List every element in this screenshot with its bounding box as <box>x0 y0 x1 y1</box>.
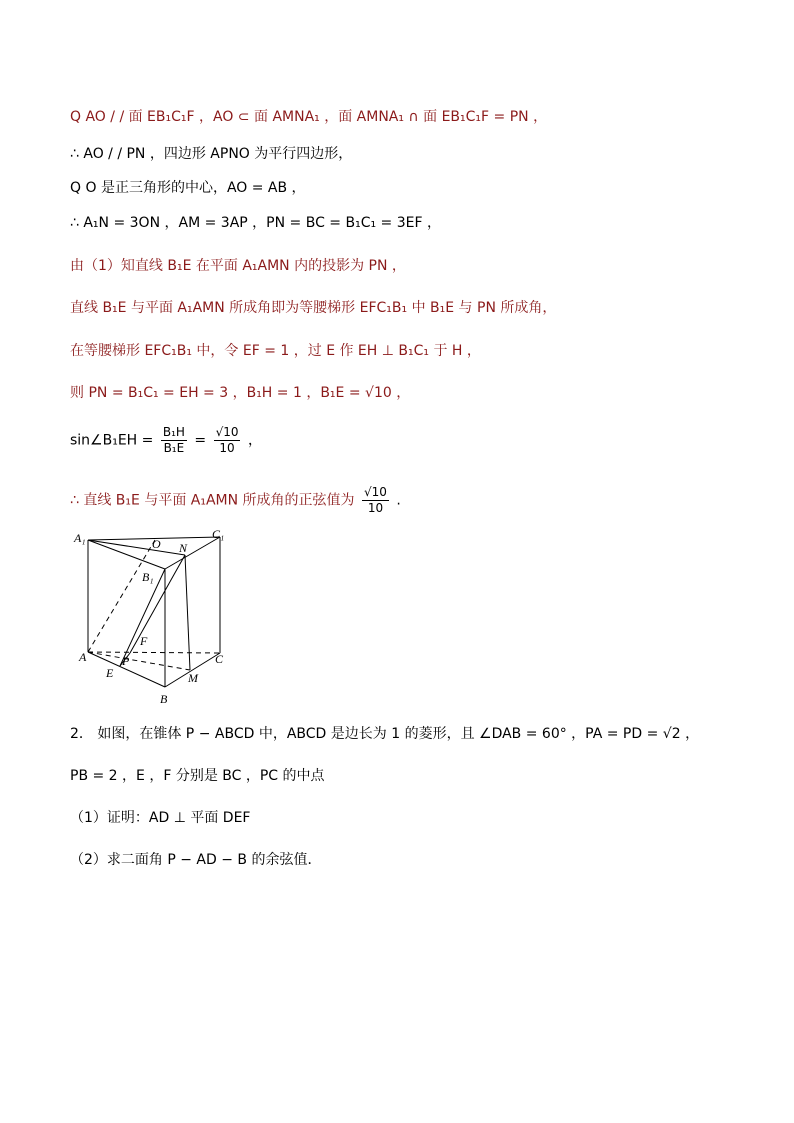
label-M: M <box>188 671 198 685</box>
solution-line-10 <box>70 485 401 516</box>
solution-line-1: Q AO / / 面 EB₁C₁F ，AO ⊂ 面 AMNA₁ ，面 AMNA₁ ∩ 面 EB₁C₁F = PN ， <box>70 109 548 125</box>
fraction-denominator: 10 <box>219 441 235 455</box>
comma: ， <box>247 432 262 449</box>
fraction-numerator: B₁H <box>162 425 185 439</box>
label-B: B <box>160 692 168 706</box>
solution-line-6: 直线 B₁E 与平面 A₁AMN 所成角即为等腰梯形 EFC₁B₁ 中 B₁E 与 PN 所成角， <box>70 300 557 316</box>
segment-a1-n <box>88 540 185 555</box>
solution-line-2: ∴ AO / / PN ，四边形 APNO 为平行四边形， <box>70 146 353 162</box>
solution-line-7: 在等腰梯形 EFC₁B₁ 中，令 EF = 1 ，过 E 作 EH ⊥ B₁C₁ 于 H ， <box>70 343 481 359</box>
label-N: N <box>179 541 188 555</box>
edge-a-c-hidden <box>88 652 220 653</box>
fraction-denominator: B₁E <box>163 441 185 455</box>
solution-line-3: Q O 是正三角形的中心，AO = AB ， <box>70 180 306 196</box>
question-line-2: PB = 2 ，E ，F 分别是 BC ，PC 的中点 <box>70 768 325 784</box>
label-A: A <box>79 650 87 664</box>
segment-f-c1 <box>130 555 185 653</box>
question-part-2: （2）求二面角 P − AD − B 的余弦值． <box>70 852 322 868</box>
label-A1: A₁ <box>74 531 86 545</box>
solution-line-4: ∴ A₁N = 3ON ，AM = 3AP ，PN = BC = B₁C₁ = 3EF ， <box>70 215 441 231</box>
fraction-numerator: √10 <box>215 425 239 439</box>
label-C1: C₁ <box>212 527 225 541</box>
fraction-numerator: √10 <box>364 485 387 499</box>
label-F: F <box>140 634 148 648</box>
label-P: P <box>122 654 130 668</box>
fraction-b1h-b1e <box>161 425 187 456</box>
fraction-denominator: 10 <box>367 501 384 515</box>
solution-line-9 <box>70 425 262 456</box>
sine-expression: sin∠B₁EH = <box>70 432 154 449</box>
question-line-1: 2． 如图，在锥体 P − ABCD 中，ABCD 是边长为 1 的菱形，且 ∠DAB = 60° ，PA = PD = √2 ， <box>70 726 700 742</box>
question-part-1: （1）证明：AD ⊥ 平面 DEF <box>70 810 251 826</box>
label-C: C <box>215 652 224 666</box>
fraction-answer <box>362 485 389 516</box>
solution-line-5: 由（1）知直线 B₁E 在平面 A₁AMN 内的投影为 PN ， <box>70 258 406 274</box>
label-B1: B₁ <box>142 570 154 584</box>
label-E: E <box>106 666 114 680</box>
equals-sign: = <box>194 432 207 449</box>
prism-figure <box>70 525 240 710</box>
conclusion-text: ∴ 直线 B₁E 与平面 A₁AMN 所成角的正弦值为 <box>70 492 355 509</box>
segment-a-m-hidden <box>88 652 190 670</box>
label-O: O <box>152 537 161 551</box>
period: . <box>396 492 401 509</box>
solution-line-8: 则 PN = B₁C₁ = EH = 3 ，B₁H = 1 ，B₁E = √10 ， <box>70 385 411 401</box>
fraction-sqrt10-10 <box>214 425 241 456</box>
